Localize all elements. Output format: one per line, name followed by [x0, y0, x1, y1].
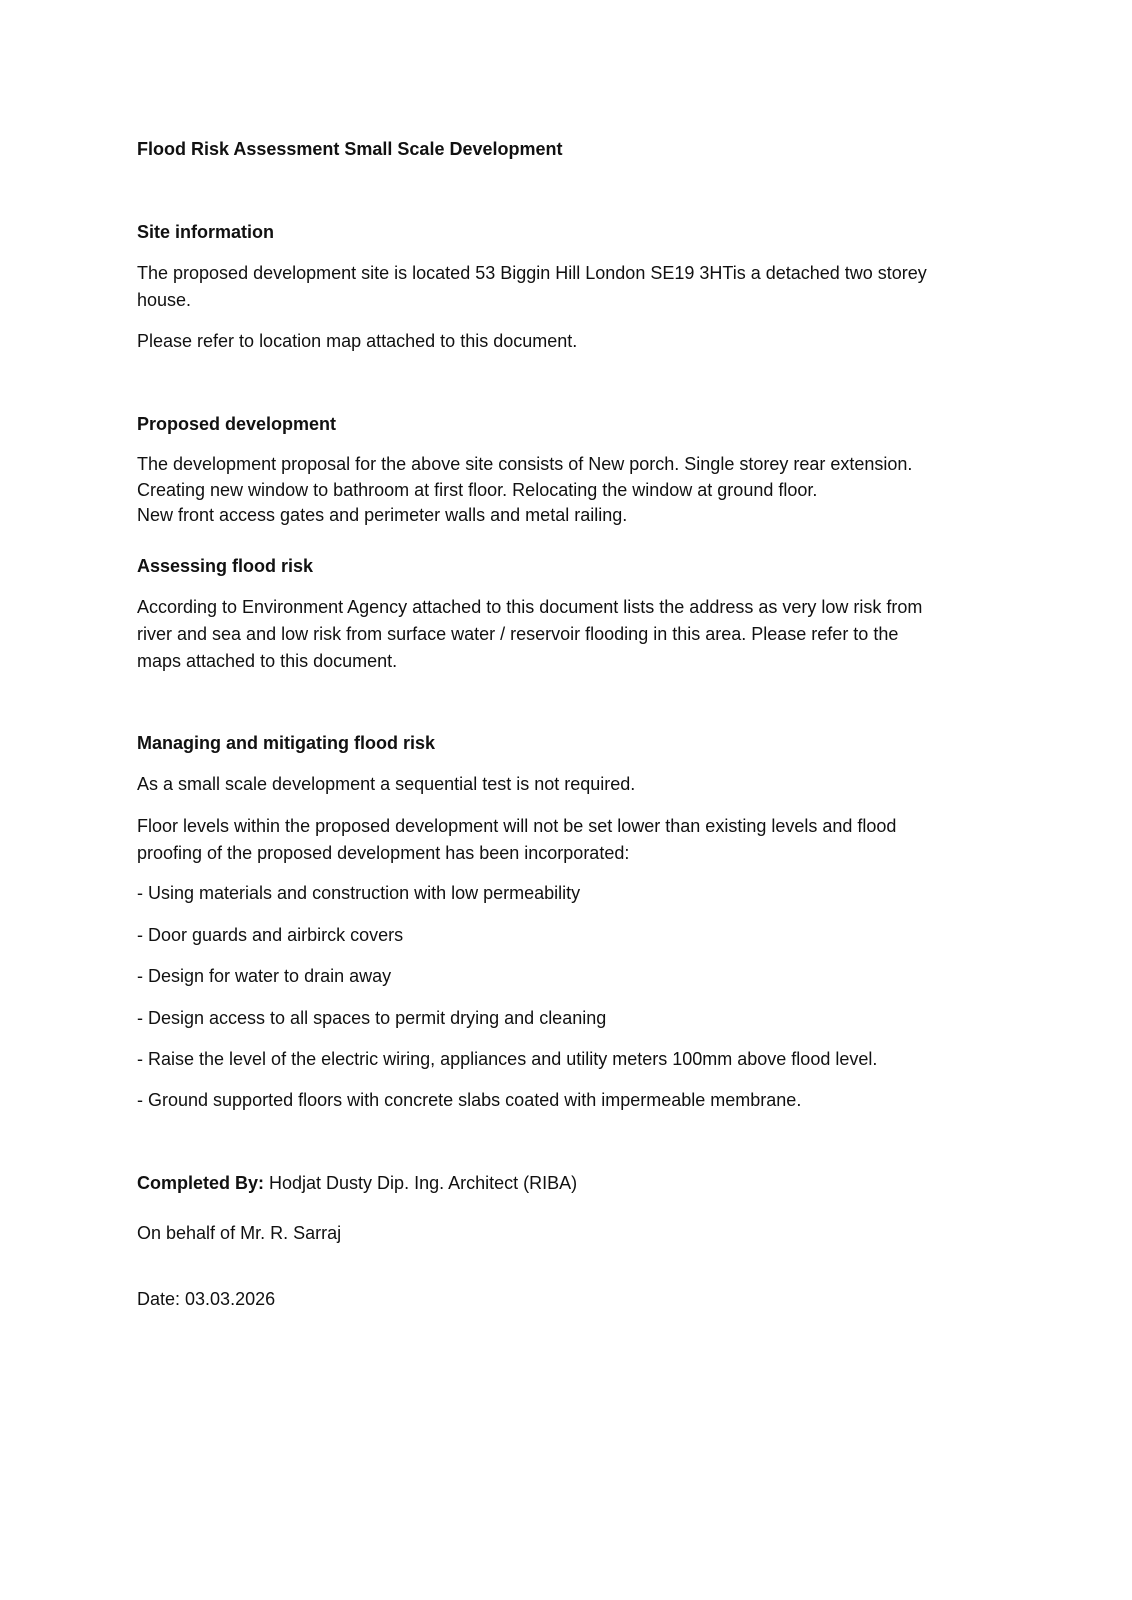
assessing-flood-risk-heading: Assessing flood risk: [137, 556, 314, 576]
mitigation-bullet: - Design for water to drain away: [137, 966, 392, 986]
mitigation-bullet: - Using materials and construction with low permeability: [137, 883, 581, 903]
mitigation-bullet: - Design access to all spaces to permit drying and cleaning: [137, 1008, 607, 1028]
proposed-development-line: The development proposal for the above site consists of New porch. Single storey rear extension.: [137, 454, 913, 474]
proposed-development-heading: Proposed development: [137, 414, 337, 434]
sequential-test-note: As a small scale development a sequential test is not required.: [137, 774, 636, 794]
managing-flood-risk-heading: Managing and mitigating flood risk: [137, 733, 436, 753]
mitigation-bullet: - Door guards and airbirck covers: [137, 925, 404, 945]
assessing-flood-risk-line: According to Environment Agency attached to this document lists the address as very low risk from: [137, 597, 923, 617]
assessing-flood-risk-line: maps attached to this document.: [137, 651, 398, 671]
location-map-note: Please refer to location map attached to this document.: [137, 331, 578, 351]
mitigation-bullet: - Ground supported floors with concrete slabs coated with impermeable membrane.: [137, 1090, 802, 1110]
floor-levels-paragraph: [137, 813, 997, 867]
site-information-line: house.: [137, 290, 192, 310]
proposed-development-line: Creating new window to bathroom at first floor. Relocating the window at ground floor.: [137, 479, 818, 500]
document-date: Date: 03.03.2026: [137, 1289, 276, 1309]
completed-by: [137, 1170, 997, 1197]
site-information-line: The proposed development site is located 53 Biggin Hill London SE19 3HTis a detached two storey: [137, 263, 927, 283]
completed-by-value: Hodjat Dusty Dip. Ing. Architect (RIBA): [264, 1173, 578, 1193]
document-title: Flood Risk Assessment Small Scale Development: [137, 139, 563, 159]
assessing-flood-risk-line: river and sea and low risk from surface water / reservoir flooding in this area. Please refer to the: [137, 624, 899, 644]
floor-levels-line: Floor levels within the proposed development will not be set lower than existing levels and flood: [137, 816, 897, 836]
completed-by-label: Completed By:: [137, 1173, 265, 1193]
proposed-development-line: New front access gates and perimeter walls and metal railing.: [137, 505, 628, 525]
assessing-flood-risk-paragraph: [137, 594, 997, 675]
floor-levels-line: proofing of the proposed development has been incorporated:: [137, 843, 630, 863]
proposed-development-paragraph: [137, 452, 997, 529]
on-behalf-of: On behalf of Mr. R. Sarraj: [137, 1223, 342, 1243]
mitigation-bullet: - Raise the level of the electric wiring, appliances and utility meters 100mm above flood level.: [137, 1049, 878, 1069]
site-information-paragraph: [137, 260, 997, 314]
site-information-heading: Site information: [137, 222, 275, 242]
